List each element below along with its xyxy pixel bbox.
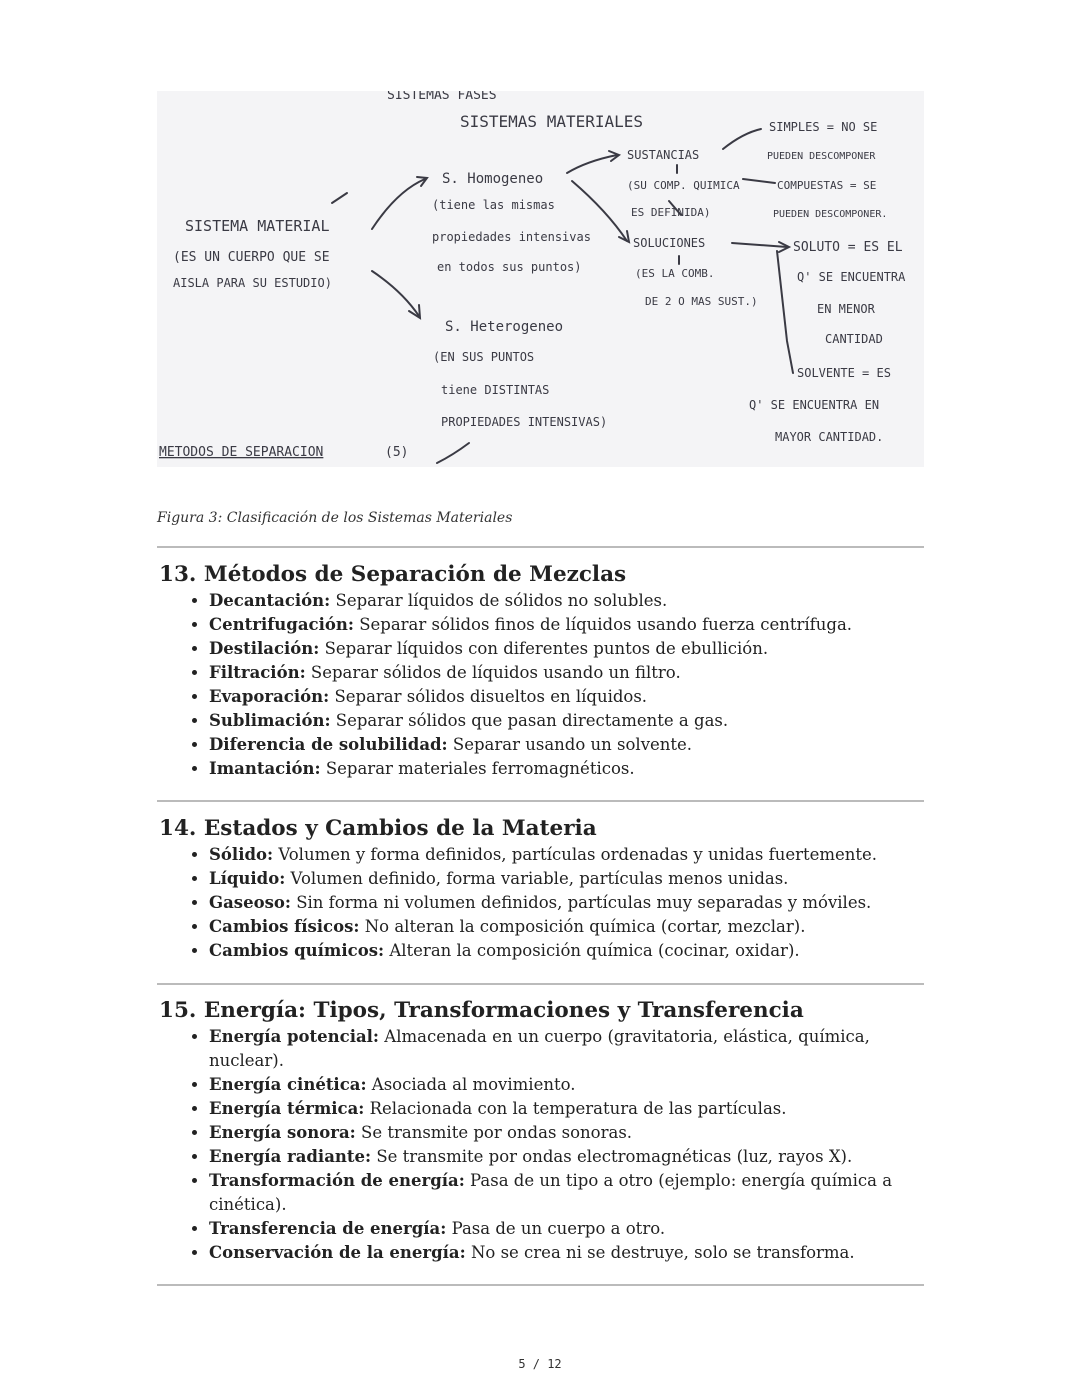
section-divider <box>157 983 924 985</box>
diagram-sistema-material-def2: AISLA PARA SU ESTUDIO) <box>173 276 332 290</box>
item-text: Separar líquidos con diferentes puntos de ebullición. <box>319 639 769 658</box>
item-term: Energía térmica: <box>209 1099 365 1118</box>
item-term: Cambios físicos: <box>209 917 360 936</box>
section-divider <box>157 1284 924 1286</box>
list-item <box>209 1073 924 1097</box>
section-list <box>157 589 924 781</box>
list-item <box>209 1025 924 1073</box>
checkmark-stroke <box>437 443 469 463</box>
item-term: Transformación de energía: <box>209 1171 465 1190</box>
diagram-sistema-material: SISTEMA MATERIAL <box>185 217 330 235</box>
diagram-simples: SIMPLES = NO SE <box>769 120 878 134</box>
diagram-homogeneo-def1: (tiene las mismas <box>432 198 555 212</box>
list-item <box>209 685 924 709</box>
list-item <box>209 757 924 781</box>
list-item <box>209 1241 924 1265</box>
item-term: Evaporación: <box>209 687 330 706</box>
diagram-metodos-num: (5) <box>385 445 409 460</box>
item-text: Asociada al movimiento. <box>366 1075 576 1094</box>
diagram-sustancias: SUSTANCIAS <box>627 148 700 162</box>
item-text: Pasa de un cuerpo a otro. <box>446 1219 666 1238</box>
diagram-soluto-def2: EN MENOR <box>817 302 875 316</box>
section-list <box>157 1025 924 1265</box>
item-term: Destilación: <box>209 639 320 658</box>
arrow-to-solvente <box>777 251 793 373</box>
item-text: Separar sólidos que pasan directamente a gas. <box>330 711 729 730</box>
list-item <box>209 1145 924 1169</box>
diagram-homogeneo-def3: en todos sus puntos) <box>437 260 582 274</box>
diagram-sustancias-def2: ES DEFINIDA) <box>631 206 711 219</box>
section-title: 13. Métodos de Separación de Mezclas <box>159 562 627 587</box>
list-item <box>209 709 924 733</box>
item-text: No se crea ni se destruye, solo se transforma. <box>465 1243 855 1262</box>
diagram-simples-def: PUEDEN DESCOMPONER <box>767 151 876 162</box>
list-item <box>209 733 924 757</box>
diagram-homogeneo: S. Homogeneo <box>442 171 544 187</box>
diagram-solvente: SOLVENTE = ES <box>797 366 891 380</box>
diagram-compuestas-def: PUEDEN DESCOMPONER. <box>773 209 888 220</box>
item-text: Volumen y forma definidos, partículas ordenadas y unidas fuertemente. <box>273 845 878 864</box>
arrow-to-heterogeneo <box>372 271 419 316</box>
diagram-heterogeneo-def1: (EN SUS PUNTOS <box>433 350 535 364</box>
arrow-to-compuestas <box>743 179 775 183</box>
diagram-sistema-material-def1: (ES UN CUERPO QUE SE <box>173 250 330 265</box>
item-term: Decantación: <box>209 591 331 610</box>
list-item <box>209 915 924 939</box>
list-item <box>209 1097 924 1121</box>
list-item <box>209 1217 924 1241</box>
item-text: Volumen definido, forma variable, partículas menos unidas. <box>285 869 789 888</box>
diagram-heterogeneo-def3: PROPIEDADES INTENSIVAS) <box>441 415 608 429</box>
list-item <box>209 867 924 891</box>
item-term: Centrifugación: <box>209 615 354 634</box>
diagram-soluto-def3: CANTIDAD <box>825 332 883 346</box>
list-item <box>209 1121 924 1145</box>
item-text: Separar materiales ferromagnéticos. <box>320 759 635 778</box>
item-text: Separar sólidos de líquidos usando un filtro. <box>305 663 681 682</box>
section-states-of-matter <box>157 816 924 963</box>
diagram-top-cut: SISTEMAS FASES <box>387 91 497 103</box>
item-text: Alteran la composición química (cocinar, oxidar). <box>384 941 800 960</box>
figure-caption: Figura 3: Clasificación de los Sistemas Materiales <box>157 510 513 526</box>
item-term: Líquido: <box>209 869 286 888</box>
diagram-soluciones-def1: (ES LA COMB. <box>635 267 715 280</box>
item-text: Se transmite por ondas sonoras. <box>355 1123 633 1142</box>
list-item <box>209 843 924 867</box>
item-term: Energía radiante: <box>209 1147 372 1166</box>
item-text: Separar sólidos finos de líquidos usando fuerza centrífuga. <box>353 615 853 634</box>
diagram-soluto: SOLUTO = ES EL <box>793 240 903 255</box>
diagram-compuestas: COMPUESTAS = SE <box>777 179 877 192</box>
section-energy <box>157 998 924 1265</box>
diagram-soluto-def1: Q' SE ENCUENTRA <box>797 270 906 284</box>
diagram-title: SISTEMAS MATERIALES <box>460 112 644 131</box>
item-text: Pasa de un tipo a otro (ejemplo: energía química a cinética). <box>209 1171 893 1214</box>
item-text: Sin forma ni volumen definidos, partículas muy separadas y móviles. <box>290 893 872 912</box>
diagram-svg <box>157 91 924 467</box>
list-item <box>209 637 924 661</box>
section-title: 14. Estados y Cambios de la Materia <box>159 816 597 841</box>
item-term: Gaseoso: <box>209 893 291 912</box>
arrowhead-heterogeneo <box>409 305 420 318</box>
item-term: Transferencia de energía: <box>209 1219 447 1238</box>
arrow-to-simples <box>723 129 761 149</box>
list-item <box>209 661 924 685</box>
diagram-soluciones: SOLUCIONES <box>633 236 706 250</box>
item-text: Almacenada en un cuerpo (gravitatoria, elástica, química, nuclear). <box>209 1027 870 1070</box>
handwritten-diagram-figure <box>157 91 924 467</box>
item-text: Separar usando un solvente. <box>447 735 693 754</box>
item-term: Energía cinética: <box>209 1075 367 1094</box>
section-title: 15. Energía: Tipos, Transformaciones y Transferencia <box>159 998 804 1023</box>
diagram-soluciones-def2: DE 2 O MAS SUST.) <box>645 295 758 308</box>
item-term: Imantación: <box>209 759 321 778</box>
item-term: Sólido: <box>209 845 274 864</box>
section-separation-methods <box>157 562 924 781</box>
page-number: 5 / 12 <box>518 1357 562 1371</box>
section-list <box>157 843 924 963</box>
item-text: Separar sólidos disueltos en líquidos. <box>329 687 648 706</box>
item-term: Sublimación: <box>209 711 331 730</box>
list-item <box>209 1169 924 1217</box>
section-divider <box>157 546 924 548</box>
item-term: Cambios químicos: <box>209 941 385 960</box>
arrow-to-sustancias <box>567 155 617 173</box>
diagram-homogeneo-def2: propiedades intensivas <box>432 230 591 244</box>
item-text: Relacionada con la temperatura de las partículas. <box>364 1099 787 1118</box>
item-text: Se transmite por ondas electromagnéticas (luz, rayos X). <box>371 1147 853 1166</box>
item-term: Diferencia de solubilidad: <box>209 735 448 754</box>
item-term: Conservación de la energía: <box>209 1243 466 1262</box>
item-term: Energía potencial: <box>209 1027 380 1046</box>
list-item <box>209 613 924 637</box>
list-item <box>209 589 924 613</box>
item-term: Energía sonora: <box>209 1123 356 1142</box>
section-divider <box>157 800 924 802</box>
item-term: Filtración: <box>209 663 306 682</box>
list-item <box>209 891 924 915</box>
diagram-heterogeneo-def2: tiene DISTINTAS <box>441 383 550 397</box>
diagram-sustancias-def1: (SU COMP. QUIMICA <box>627 179 740 192</box>
diagram-solvente-def2: MAYOR CANTIDAD. <box>775 430 884 444</box>
diagram-heterogeneo: S. Heterogeneo <box>445 319 564 335</box>
diagram-solvente-def1: Q' SE ENCUENTRA EN <box>749 398 880 412</box>
list-item <box>209 939 924 963</box>
arrow-to-homogeneo <box>372 179 425 229</box>
arrow-to-soluto <box>732 243 787 247</box>
diagram-metodos: METODOS DE SEPARACION <box>159 445 324 460</box>
item-text: Separar líquidos de sólidos no solubles. <box>330 591 668 610</box>
tick-mark <box>332 193 347 203</box>
item-text: No alteran la composición química (cortar, mezclar). <box>359 917 806 936</box>
